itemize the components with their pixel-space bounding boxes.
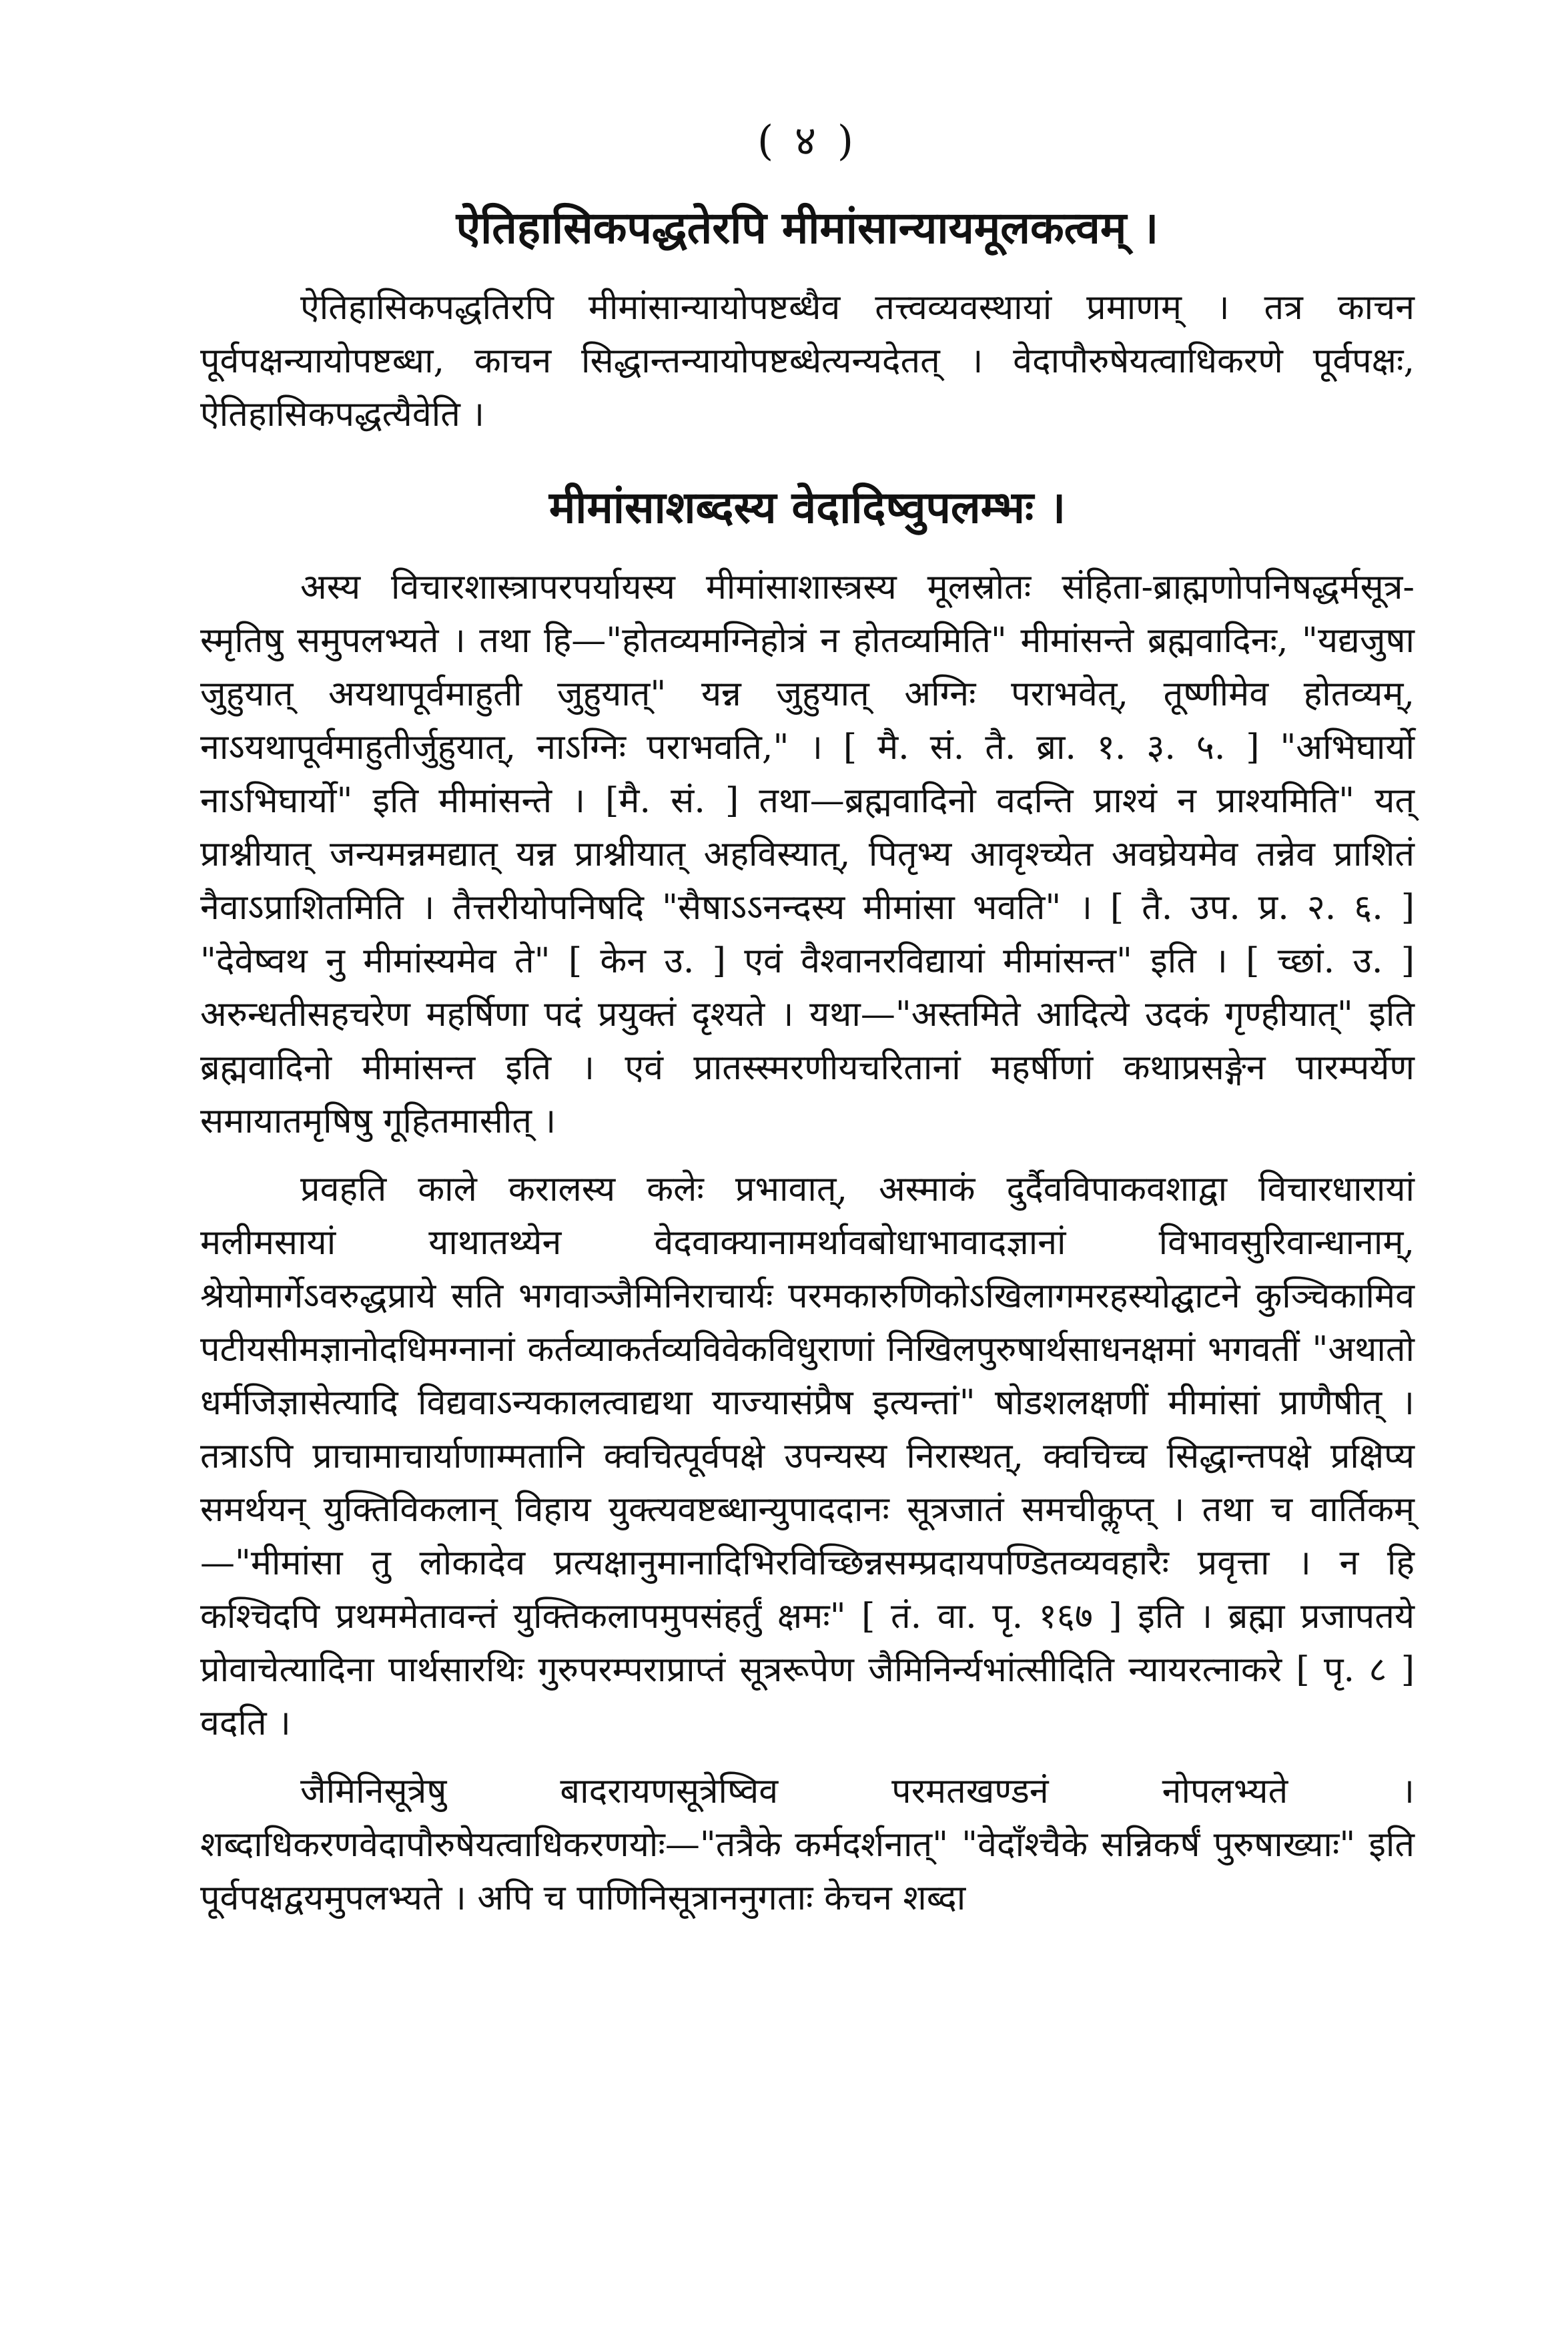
section-heading: ऐतिहासिकपद्धतेरपि मीमांसान्यायमूलकत्वम् ।	[456, 202, 1159, 254]
book-page	[200, 107, 1415, 2283]
section-mimamsa-shabda	[200, 481, 1415, 1925]
paragraph: प्रवहति काले करालस्य कलेः प्रभावात्, अस्माकं दुर्दैवविपाकवशाद्वा विचारधारायां मलीमसायां याथातथ्येन वेदवाक्यानामर्थावबोधाभावादज्ञानां विभावसुरिवान्धानाम्, श्रेयोमार्गेऽवरुद्धप्राये सति भगवाञ्जैमिनिराचार्यः परमकारुणिकोऽखिलागमरहस्योद्घाटने कुञ्चिकामिव पटीयसीमज्ञानोदधिमग्नानां कर्तव्याकर्तव्यविवेकविधुराणां निखिलपुरुषार्थसाधनक्षमां भगवतीं "अथातो धर्मजिज्ञासेत्यादि विद्यवाऽन्यकालत्वाद्यथा याज्यासंप्रैष इत्यन्तां" षोडशलक्षणीं मीमांसां प्राणैषीत् । तत्राऽपि प्राचामाचार्याणाम्मतानि क्वचित्पूर्वपक्षे उपन्यस्य निरास्थत्, क्वचिच्च सिद्धान्तपक्षे प्रक्षिप्य समर्थयन् युक्तिविकलान् विहाय युक्त्यवष्टब्धान्युपाददानः सूत्रजातं समचीकॢप्त् । तथा च वार्तिकम्—"मीमांसा तु लोकादेव प्रत्यक्षानुमानादिभिरविच्छिन्नसम्प्रदायपण्डितव्यवहारैः प्रवृत्ता । न हि कश्चिदपि प्रथममेतावन्तं युक्तिकलापमुपसंहर्तुं क्षमः" [ तं. वा. पृ. १६७ ] इति । ब्रह्मा प्रजापतये प्रोवाचेत्यादिना पार्थसारथिः गुरुपरम्पराप्राप्तं सूत्ररूपेण जैमिनिर्न्यभांत्सीदिति न्यायरत्नाकरे [ पृ. ८ ] वदति ।	[200, 1169, 1415, 1744]
paragraph: जैमिनिसूत्रेषु बादरायणसूत्रेष्विव परमतखण्डनं नोपलभ्यते । शब्दाधिकरणवेदापौरुषेयत्वाधिकरणयोः—"तत्रैके कर्मदर्शनात्" "वेदाँश्चैके सन्निकर्षं पुरुषाख्याः" इति पूर्वपक्षद्वयमुपलभ्यते । अपि च पाणिनिसूत्राननुगताः केचन शब्दा	[200, 1771, 1415, 1919]
paragraph: ऐतिहासिकपद्धतिरपि मीमांसान्यायोपष्टब्धैव तत्त्वव्यवस्थायां प्रमाणम् । तत्र काचन पूर्वपक्षन्यायोपष्टब्धा, काचन सिद्धान्तन्यायोपष्टब्धेत्यन्यदेतत् । वेदापौरुषेयत्वाधिकरणे पूर्वपक्षः, ऐतिहासिकपद्धत्यैवेति ।	[200, 288, 1415, 435]
section-aitihasika	[200, 202, 1415, 441]
section-heading: मीमांसाशब्दस्य वेदादिष्वुपलम्भः ।	[548, 481, 1066, 534]
page-number: ( ४ )	[757, 116, 858, 165]
paragraph: अस्य विचारशास्त्रापरपर्यायस्य मीमांसाशास्त्रस्य मूलस्रोतः संहिता-ब्राह्मणोपनिषद्धर्मसूत्र-स्मृतिषु समुपलभ्यते । तथा हि—"होतव्यमग्निहोत्रं न होतव्यमिति" मीमांसन्ते ब्रह्मवादिनः, "यद्यजुषा जुहुयात् अयथापूर्वमाहुती जुहुयात्" यन्न जुहुयात् अग्निः पराभवेत्, तूष्णीमेव होतव्यम्, नाऽयथापूर्वमाहुतीर्जुहुयात्, नाऽग्निः पराभवति," । [ मै. सं. तै. ब्रा. १. ३. ५. ] "अभिघार्यो नाऽभिघार्यो" इति मीमांसन्ते । [मै. सं. ] तथा—ब्रह्मवादिनो वदन्ति प्राश्यं न प्राश्यमिति" यत् प्राश्नीयात् जन्यमन्नमद्यात् यन्न प्राश्नीयात् अहविस्यात्, पितृभ्य आवृश्च्येत अवघ्रेयमेव तन्नेव प्राशितं नैवाऽप्राशितमिति । तैत्तरीयोपनिषदि "सैषाऽऽनन्दस्य मीमांसा भवति" । [ तै. उप. प्र. २. ६. ] "देवेष्वथ नु मीमांस्यमेव ते" [ केन उ. ] एवं वैश्वानरविद्यायां मीमांसन्त" इति । [ च्छां. उ. ] अरुन्धतीसहचरेण महर्षिणा पदं प्रयुक्तं दृश्यते । यथा—"अस्तमिते आदित्ये उदकं गृण्हीयात्" इति ब्रह्मवादिनो मीमांसन्त इति । एवं प्रातस्स्मरणीयचरितानां महर्षीणां कथाप्रसङ्गेन पारम्पर्येण समायातमृषिषु गूहितमासीत् ।	[200, 567, 1415, 1142]
